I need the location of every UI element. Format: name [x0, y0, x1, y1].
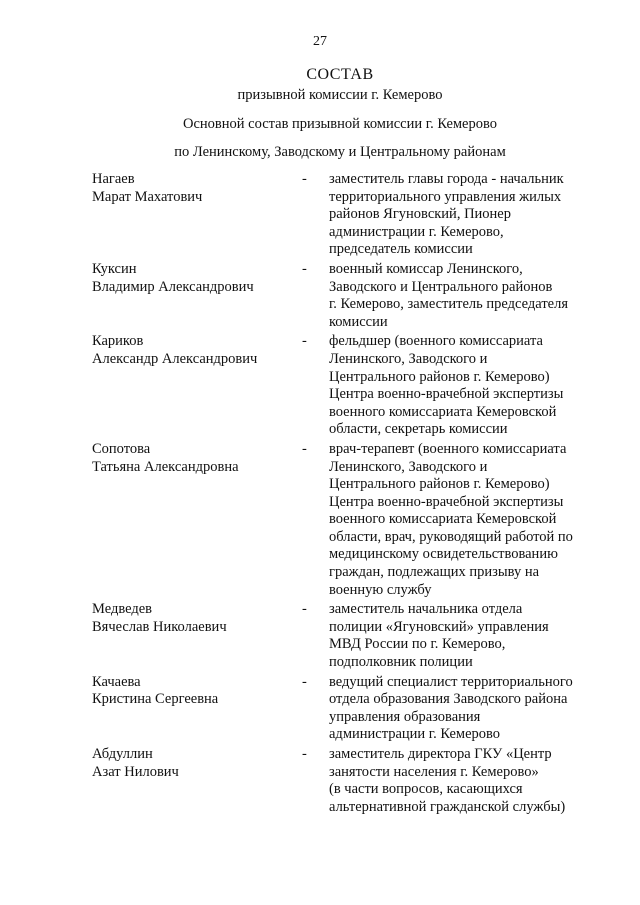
- member-surname: Куксин: [92, 260, 137, 277]
- member-surname: Кариков: [92, 333, 144, 350]
- member-entry: [92, 171, 592, 259]
- member-role: заместитель главы города - начальник территориального управления жилых районов Ягуновский, Пионер администрации г. Кемерово, председатель комиссии: [329, 171, 564, 258]
- document-title: СОСТАВ: [306, 66, 374, 83]
- member-entry: [92, 674, 592, 744]
- member-entry: [92, 601, 592, 671]
- member-surname: Качаева: [92, 673, 141, 690]
- dash-separator: -: [302, 601, 307, 618]
- member-role: военный комиссар Ленинского, Заводского и Центрального районов г. Кемерово, заместитель председателя комиссии: [329, 260, 568, 330]
- member-role: ведущий специалист территориального отдела образования Заводского района управления образования администрации г. Кемерово: [329, 673, 573, 743]
- section-subtitle: по Ленинскому, Заводскому и Центральному районам: [174, 144, 506, 160]
- member-name: [92, 746, 302, 816]
- dash-separator: -: [302, 260, 307, 277]
- dash-separator: -: [302, 746, 307, 762]
- member-given-name: Кристина Сергеевна: [92, 691, 219, 708]
- member-entry: [92, 746, 592, 816]
- member-surname: Медведев: [92, 601, 152, 618]
- member-given-name: Вячеслав Николаевич: [92, 618, 227, 635]
- dash-separator: -: [302, 673, 307, 690]
- member-entry: [92, 441, 592, 599]
- member-role: врач-терапевт (военного комиссариата Ленинского, Заводского и Центрального районов г. Кемерово) Центра военно-врачебной экспертизы военного комиссариата Кемеровской области, врач, руководящий работой по медицинскому освидетельствованию граждан, подлежащих призыву на военную службу: [329, 440, 573, 598]
- member-name: [92, 333, 302, 439]
- member-entry: [92, 261, 592, 331]
- member-given-name: Владимир Александрович: [92, 278, 254, 295]
- dash-separator: -: [302, 333, 307, 350]
- member-name: [92, 441, 302, 599]
- dash-separator: -: [302, 171, 307, 187]
- page-number: 27: [313, 34, 327, 49]
- member-given-name: Татьяна Александровна: [92, 458, 239, 475]
- member-surname: Абдуллин: [92, 746, 153, 762]
- member-surname: Сопотова: [92, 440, 151, 457]
- member-name: [92, 674, 302, 744]
- member-surname: Нагаев: [92, 171, 135, 187]
- member-given-name: Александр Александрович: [92, 350, 258, 367]
- member-given-name: Азат Нилович: [92, 763, 179, 780]
- member-name: [92, 261, 302, 331]
- document-subtitle: призывной комиссии г. Кемерово: [237, 87, 443, 103]
- member-name: [92, 171, 302, 259]
- dash-separator: -: [302, 440, 307, 457]
- member-name: [92, 601, 302, 671]
- member-entry: [92, 333, 592, 439]
- member-role: заместитель начальника отдела полиции «Ягуновский» управления МВД России по г. Кемерово, подполковник полиции: [329, 601, 549, 671]
- member-given-name: Марат Махатович: [92, 188, 203, 205]
- member-role: фельдшер (военного комиссариата Ленинского, Заводского и Центрального районов г. Кемерово) Центра военно-врачебной экспертизы военного комиссариата Кемеровской области, секретарь комиссии: [329, 333, 564, 438]
- member-role: заместитель директора ГКУ «Центр занятости населения г. Кемерово» (в части вопросов, касающихся альтернативной гражданской службы): [329, 746, 566, 815]
- section-title: Основной состав призывной комиссии г. Кемерово: [182, 116, 497, 132]
- members-list: [92, 171, 592, 818]
